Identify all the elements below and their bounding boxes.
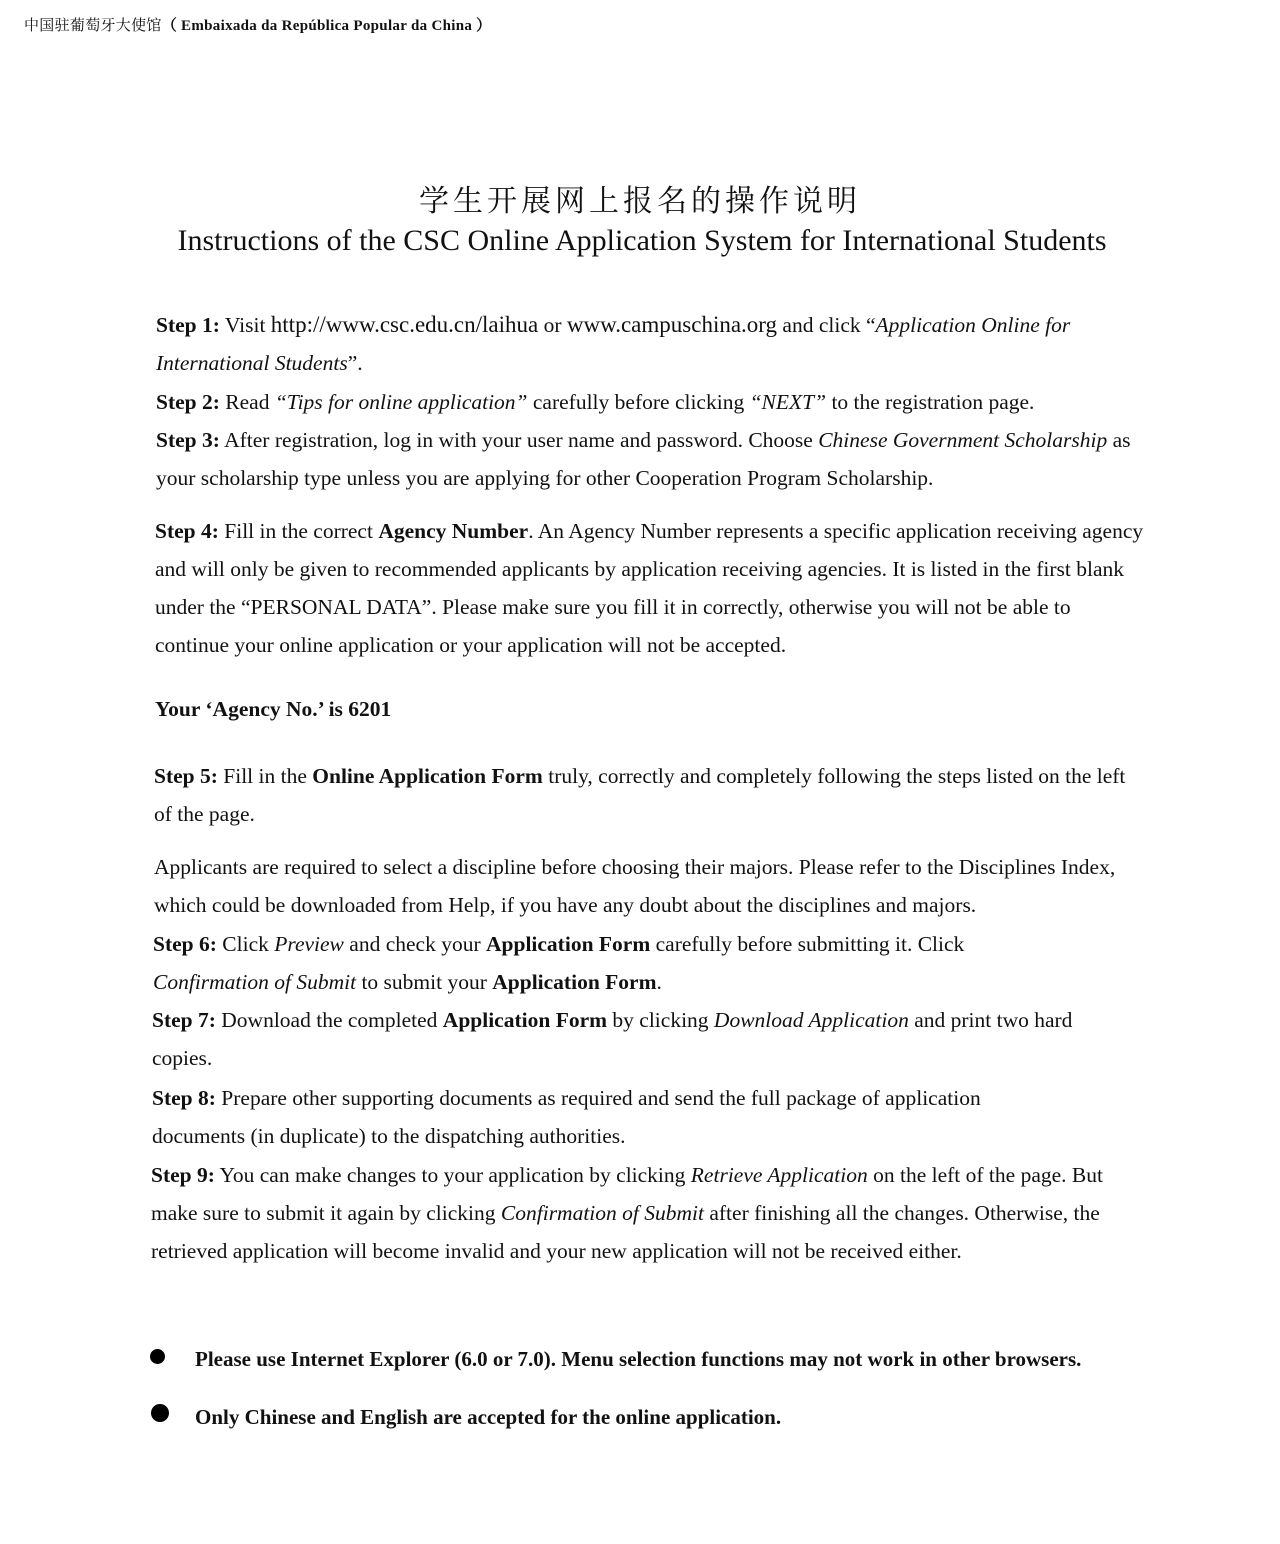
step-7-label: Step 7: [152, 1008, 216, 1032]
step-9-label: Step 9: [151, 1163, 215, 1187]
step-5-label: Step 5: [154, 764, 218, 788]
campuschina-url-link[interactable]: www.campuschina.org [566, 312, 778, 337]
step-3-label: Step 3: [156, 428, 220, 452]
embassy-header [24, 14, 492, 35]
step-8: Step 8: Prepare other supporting documents as required and send the full package of application documents (in duplicate) to the dispatching authorities. [152, 1086, 981, 1148]
disciplines-paragraph: Applicants are required to select a discipline before choosing their majors. Please refer to the Disciplines Index, which could be downloaded from Help, if you have any doubt about the disciplines and majors. [154, 855, 1116, 917]
page-title-chinese: 学生开展网上报名的操作说明 [419, 184, 861, 219]
step-6: Step 6: Click Preview and check your Application Form carefully before submitting it. Click Confirmation of Submit to submit your Application Form. [153, 932, 965, 994]
bullet-browser-note: Please use Internet Explorer (6.0 or 7.0). Menu selection functions may not work in other browsers. [195, 1347, 1082, 1371]
bullet-dot-icon [151, 1404, 169, 1422]
agency-number-line: Your ‘Agency No.’ is 6201 [155, 697, 392, 721]
step-1: Step 1: Visit http://www.csc.edu.cn/laihua or www.campuschina.org and click “Application Online for International Students”. [156, 312, 1071, 375]
page-title-english: Instructions of the CSC Online Application System for International Students [177, 224, 1107, 257]
step-2-label: Step 2: [156, 390, 220, 414]
step-3: Step 3: After registration, log in with your user name and password. Choose Chinese Government Scholarship as your scholarship type unless you are applying for other Cooperation Program Scholarship. [156, 428, 1131, 490]
csc-url-link[interactable]: http://www.csc.edu.cn/laihua [270, 312, 539, 337]
application-online-link[interactable]: Application Online for International Students [156, 313, 1071, 375]
step-4-label: Step 4: [155, 519, 219, 543]
step-1-label: Step 1: [156, 313, 220, 337]
step-9: Step 9: You can make changes to your application by clicking Retrieve Application on the left of the page. But make sure to submit it again by clicking Confirmation of Submit after finishing all the changes. Otherwise, the retrieved application will become invalid and your new application will not be received either. [151, 1163, 1103, 1263]
header-cn: 中国驻葡萄牙大使馆 [24, 18, 162, 34]
bullet-language-note: Only Chinese and English are accepted for the online application. [195, 1405, 782, 1429]
step-6-label: Step 6: [153, 932, 217, 956]
bullet-dot-icon [150, 1349, 165, 1364]
step-7: Step 7: Download the completed Application Form by clicking Download Application and print two hard copies. [152, 1008, 1073, 1070]
step-8-label: Step 8: [152, 1086, 216, 1110]
step-2: Step 2: Read “Tips for online application” carefully before clicking “NEXT” to the registration page. [156, 390, 1035, 414]
step-4: Step 4: Fill in the correct Agency Number. An Agency Number represents a specific application receiving agency and will only be given to recommended applicants by application receiving agencies. It is listed in the first blank under the “PERSONAL DATA”. Please make sure you fill it in correctly, otherwise you will not be able to continue your online application or your application will not be accepted. [155, 519, 1144, 657]
step-5: Step 5: Fill in the Online Application Form truly, correctly and completely following the steps listed on the left of the page. [154, 764, 1126, 826]
header-pt: （ Embaixada da República Popular da China ） [161, 18, 492, 34]
